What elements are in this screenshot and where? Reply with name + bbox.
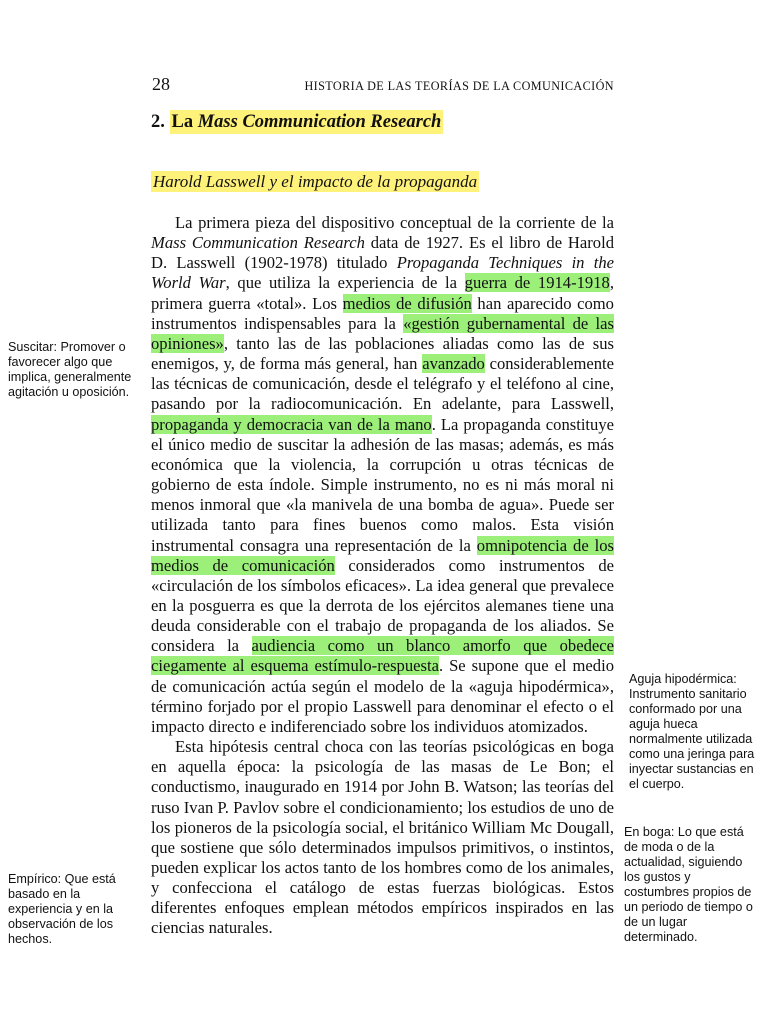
margin-note-suscitar: Suscitar: Promover o favorecer algo que implica, generalmente agitación u oposición. <box>8 340 132 399</box>
text-run: data de 1927. Es el libro de Harold D. Lasswell (1902-1978) titulado <box>151 233 615 273</box>
section-number: 2. <box>151 112 165 132</box>
text-run: considerablemente las técnicas de comunicación, desde el telégrafo y el teléfono al cine, pasando por la radiocomunicación. En adelante, para Lasswell, <box>151 354 614 414</box>
margin-note-empirico: Empírico: Que está basado en la experiencia y en la observación de los hechos. <box>8 872 116 946</box>
text-run: . Se supone que el medio de comunicación actúa según el modelo de la «aguja hipodérmica», término forjado por el propio Lasswell para denominar el efecto o el impacto directo e indiferenciado sobre los individuos atomizados. <box>151 656 614 736</box>
highlight-omnipotencia: omnipotencia de los medios de comunicación <box>151 535 614 575</box>
running-head: HISTORIA DE LAS TEORÍAS DE LA COMUNICACIÓN <box>304 79 614 93</box>
book-title-italic: Mass Communication Research <box>151 233 365 253</box>
page-header <box>150 74 614 98</box>
highlight-guerra: guerra de 1914-1918 <box>464 273 610 293</box>
section-title-prefix: La <box>171 112 198 132</box>
text-run: . La propaganda constituye el único medio de suscitar la adhesión de las masas; además, es más económica que la violencia, la corrupción u otras técnicas de gobierno de esta índole. Simple instrumento, no es ni más moral ni menos inmoral que «la manivela de una bomba de agua». Puede ser utilizada tanto para fines buenos como malos. Esta visión instrumental consagra una representación de la <box>151 414 614 555</box>
margin-note-en-boga: En boga: Lo que está de moda o de la actualidad, siguiendo los gustos y costumbres propios de un periodo de tiempo o de un lugar determinado. <box>624 825 753 944</box>
text-run: , tanto las de las poblaciones aliadas como las de sus enemigos, y, de forma más general, han <box>151 333 614 374</box>
text-run: considerados como instrumentos de «circulación de los símbolos eficaces». La idea general que prevalece en la posguerra es que la derrota de los ejércitos alemanes tiene una deuda considerable con el trabajo de propaganda de los aliados. Se considera la <box>151 555 614 656</box>
highlight-propaganda-democracia: propaganda y democracia van de la mano <box>151 414 432 434</box>
section-title <box>151 112 443 133</box>
margin-note-aguja-hipodermica: Aguja hipodérmica: Instrumento sanitario conformado por una aguja hueca normalmente utilizada como una jeringa para inyectar sustancias en el cuerpo. <box>629 672 755 791</box>
book-title-italic: Propaganda Techniques in the World War <box>151 253 614 293</box>
highlight-medios-difusion: medios de difusión <box>342 293 472 313</box>
highlight-avanzado: avanzado <box>422 354 485 374</box>
text-run: han aparecido como instrumentos indispensables para la <box>151 293 614 333</box>
subsection-title <box>151 172 479 192</box>
body-text <box>151 213 614 939</box>
text-run: , primera guerra «total». Los <box>151 273 614 313</box>
highlight-gestion: «gestión gubernamental de las opiniones» <box>151 313 614 353</box>
page-number: 28 <box>152 74 170 94</box>
text-run: , que utiliza la experiencia de la <box>225 273 465 293</box>
section-title-italic: Mass Communication Research <box>197 112 442 132</box>
paragraph-1 <box>151 213 614 737</box>
text-run: La primera pieza del dispositivo conceptual de la corriente de la <box>175 213 614 232</box>
highlight-audiencia: audiencia como un blanco amorfo que obedece ciegamente al esquema estímulo-respuesta <box>151 636 614 676</box>
section-title-highlight <box>170 110 444 134</box>
subsection-title-text: Harold Lasswell y el impacto de la propaganda <box>153 172 478 191</box>
paragraph-2: Esta hipótesis central choca con las teorías psicológicas en boga en aquella época: la psicología de las masas de Le Bon; el conductismo, inaugurado en 1914 por John B. Watson; las teorías del ruso Ivan P. Pavlov sobre el condicionamiento; los estudios de uno de los pioneros de la psicología social, el británico William Mc Dougall, que sostiene que sólo determinados impulsos primitivos, o instintos, pueden explicar los actos tanto de los hombres como de los animales, y confecciona el catálogo de estas fuerzas biológicas. Estos diferentes enfoques emplean métodos empíricos inspirados en las ciencias naturales. <box>151 737 614 938</box>
